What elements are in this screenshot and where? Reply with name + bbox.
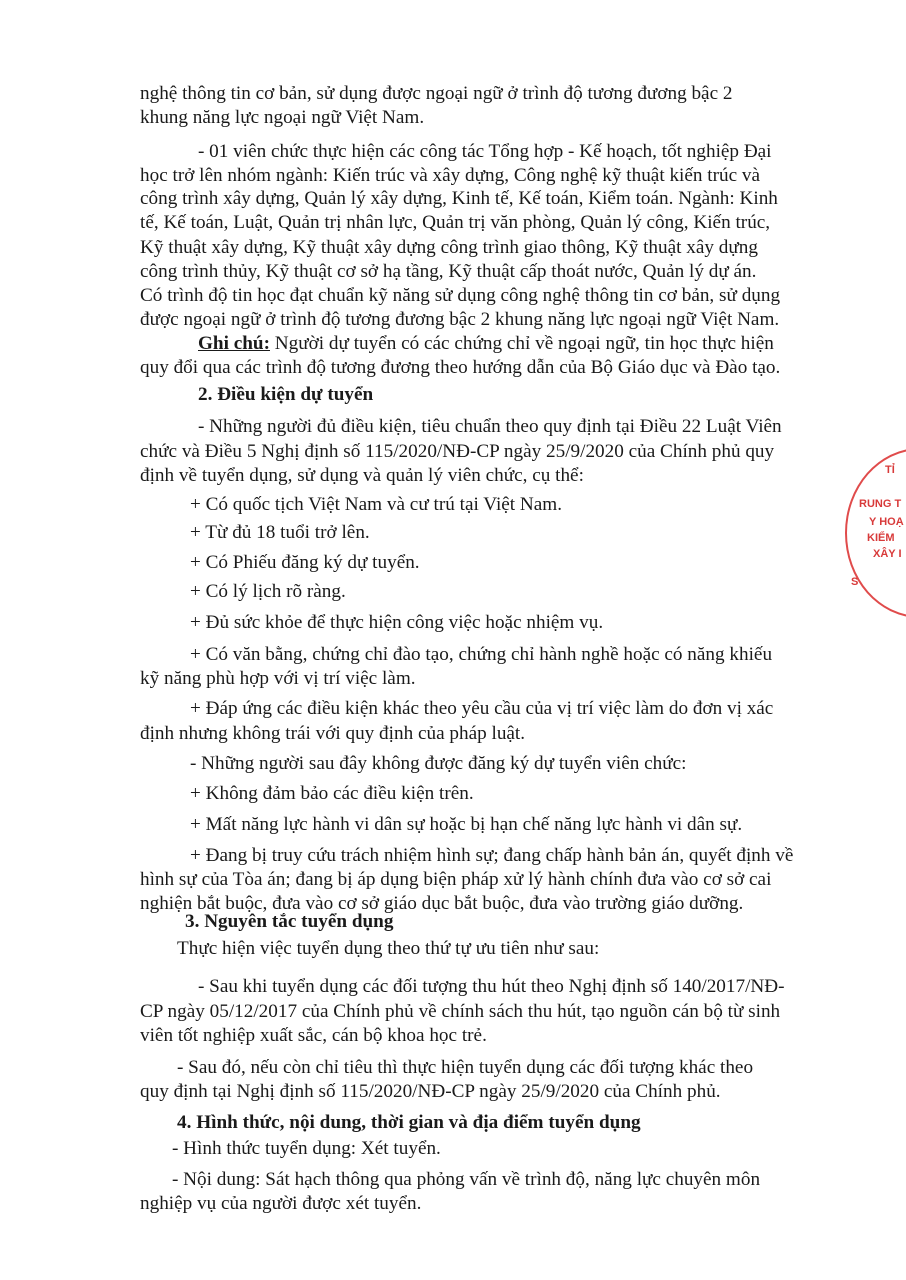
list-item: + Có văn bằng, chứng chỉ đào tạo, chứng chỉ hành nghề hoặc có năng khiếu [190,644,773,665]
list-item: + Mất năng lực hành vi dân sự hoặc bị hạn chế năng lực hành vi dân sự. [190,814,743,835]
text-line: định về tuyển dụng, sử dụng và quản lý viên chức, cụ thể: [140,465,584,486]
note-line [198,332,774,356]
text-line: - Nội dung: Sát hạch thông qua phỏng vấn về trình độ, năng lực chuyên môn [172,1169,761,1190]
text-line: được ngoại ngữ ở trình độ tương đương bậc 2 khung năng lực ngoại ngữ Việt Nam. [140,309,780,330]
stamp-text: TỈ [885,464,895,476]
text-line: công trình xây dựng, Quản lý xây dựng, Kinh tế, Kế toán, Kiểm toán. Ngành: Kinh [140,188,778,209]
text-line: quy đổi qua các trình độ tương đương theo hướng dẫn của Bộ Giáo dục và Đào tạo. [140,357,781,378]
stamp-text: KIỂM [867,532,895,544]
text-line: - 01 viên chức thực hiện các công tác Tổng hợp - Kế hoạch, tốt nghiệp Đại [198,141,772,162]
section-heading: 4. Hình thức, nội dung, thời gian và địa điểm tuyển dụng [177,1112,641,1133]
text-line: kỹ năng phù hợp với vị trí việc làm. [140,668,416,689]
note-text: Người dự tuyển có các chứng chỉ về ngoại ngữ, tin học thực hiện [269,333,774,354]
text-line: - Những người đủ điều kiện, tiêu chuẩn theo quy định tại Điều 22 Luật Viên [198,416,782,437]
list-item: + Có Phiếu đăng ký dự tuyển. [190,552,420,573]
text-line: nghiệp vụ của người được xét tuyển. [140,1193,422,1214]
section-heading: 3. Nguyên tắc tuyển dụng [185,911,394,932]
stamp-text: Y HOẠ [869,516,904,528]
stamp-text: RUNG T [859,498,902,510]
text-line: tế, Kế toán, Luật, Quản trị nhân lực, Quản trị văn phòng, Quản lý công, Kiến trúc, [140,212,771,233]
note-label: Ghi chú: [198,333,270,354]
text-line: quy định tại Nghị định số 115/2020/NĐ-CP ngày 25/9/2020 của Chính phủ. [140,1081,721,1102]
list-item: + Từ đủ 18 tuổi trở lên. [190,522,370,543]
official-stamp [845,448,906,618]
text-line: học trở lên nhóm ngành: Kiến trúc và xây dựng, Công nghệ kỹ thuật kiến trúc và [140,165,761,186]
list-item: + Đáp ứng các điều kiện khác theo yêu cầu của vị trí việc làm do đơn vị xác [190,698,774,719]
text-line: nghệ thông tin cơ bản, sử dụng được ngoại ngữ ở trình độ tương đương bậc 2 [140,83,733,104]
stamp-text: S [851,576,859,588]
text-line: viên tốt nghiệp xuất sắc, cán bộ khoa học trẻ. [140,1025,487,1046]
stamp-text: XÂY I [873,548,902,560]
text-line: CP ngày 05/12/2017 của Chính phủ về chính sách thu hút, tạo nguồn cán bộ từ sinh [140,1001,781,1022]
text-line: - Hình thức tuyển dụng: Xét tuyển. [172,1138,441,1159]
text-line: - Những người sau đây không được đăng ký dự tuyển viên chức: [190,753,687,774]
text-line: định nhưng không trái với quy định của pháp luật. [140,723,526,744]
text-line: công trình thủy, Kỹ thuật cơ sở hạ tầng, Kỹ thuật cấp thoát nước, Quản lý dự án. [140,261,757,282]
text-line: - Sau đó, nếu còn chỉ tiêu thì thực hiện tuyển dụng các đối tượng khác theo [177,1057,754,1078]
list-item: + Đủ sức khỏe để thực hiện công việc hoặc nhiệm vụ. [190,612,604,633]
list-item: + Đang bị truy cứu trách nhiệm hình sự; đang chấp hành bản án, quyết định về [190,845,794,866]
text-line: khung năng lực ngoại ngữ Việt Nam. [140,107,425,128]
list-item: + Có quốc tịch Việt Nam và cư trú tại Việt Nam. [190,494,563,515]
text-line: nghiện bắt buộc, đưa vào cơ sở giáo dục bắt buộc, đưa vào trường giáo dưỡng. [140,893,744,914]
text-line: Có trình độ tin học đạt chuẩn kỹ năng sử dụng công nghệ thông tin cơ bản, sử dụng [140,285,781,306]
text-line: Thực hiện việc tuyển dụng theo thứ tự ưu tiên như sau: [177,938,600,959]
list-item: + Có lý lịch rõ ràng. [190,581,346,602]
list-item: + Không đảm bảo các điều kiện trên. [190,783,474,804]
text-line: Kỹ thuật xây dựng, Kỹ thuật xây dựng công trình giao thông, Kỹ thuật xây dựng [140,237,758,258]
text-line: - Sau khi tuyển dụng các đối tượng thu hút theo Nghị định số 140/2017/NĐ- [198,976,785,997]
text-line: hình sự của Tòa án; đang bị áp dụng biện pháp xử lý hành chính đưa vào cơ sở cai [140,869,772,890]
text-line: chức và Điều 5 Nghị định số 115/2020/NĐ-CP ngày 25/9/2020 của Chính phủ quy [140,441,775,462]
section-heading: 2. Điều kiện dự tuyển [198,384,374,405]
